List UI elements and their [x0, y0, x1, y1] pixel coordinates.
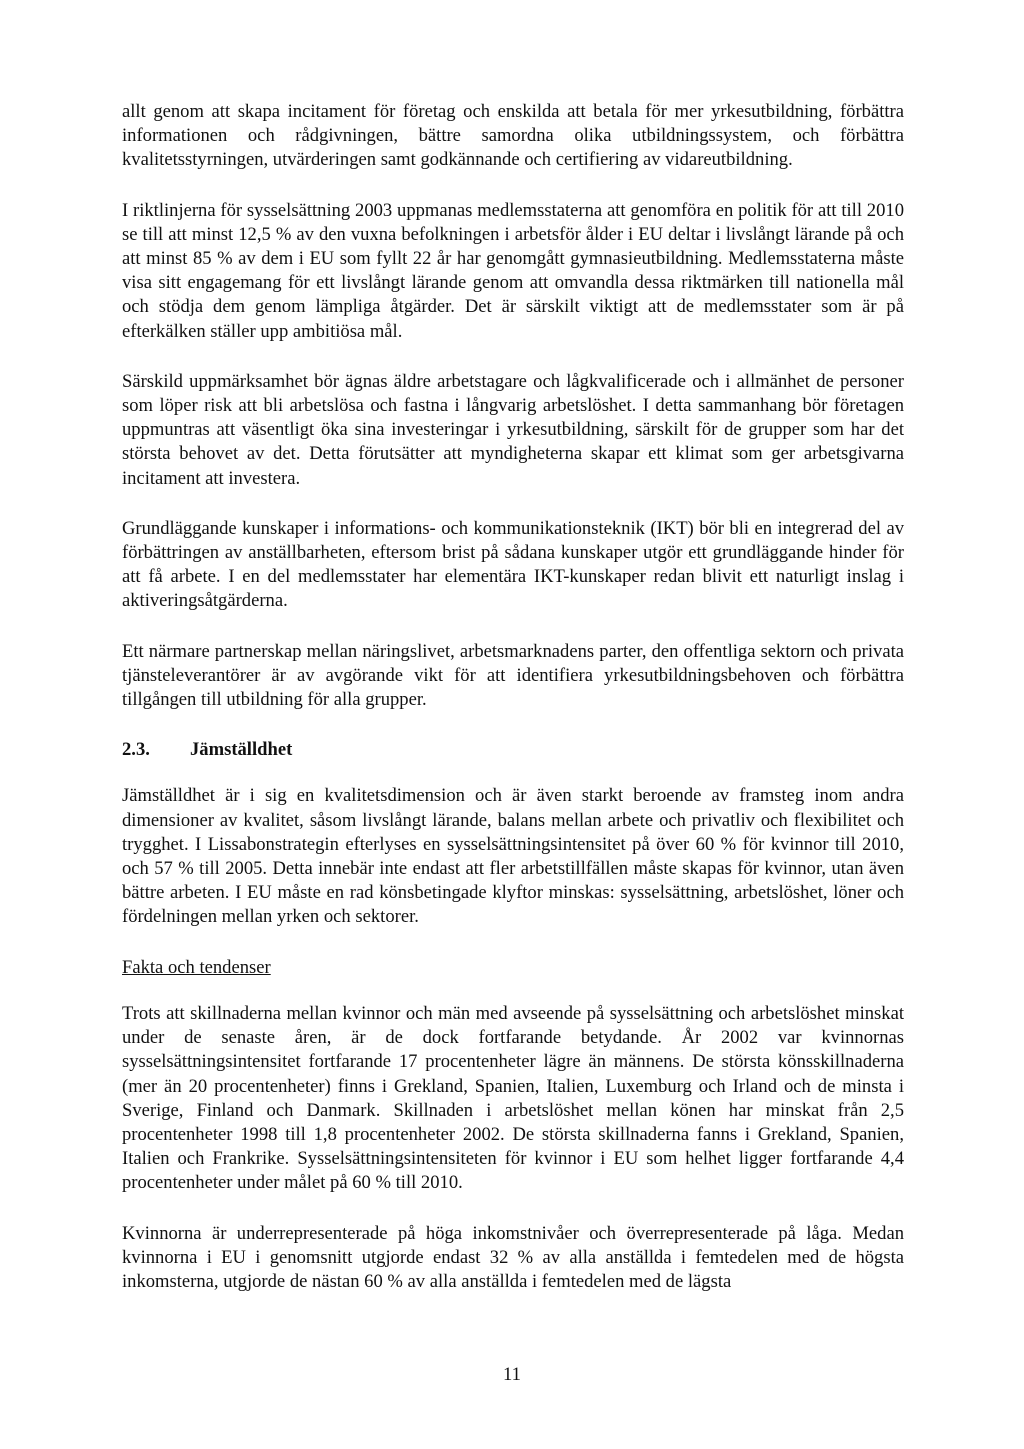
paragraph-older-workers: Särskild uppmärksamhet bör ägnas äldre arbetstagare och lågkvalificerade och i allmänhet de personer som löper risk att bli arbetslösa och fastna i långvarig arbetslöshet. I detta sammanhang bör företagen uppmuntras att väsentligt öka sina investeringar i yrkesutbildning, särskilt för de grupper som har det största behovet av det. Detta förutsätter att myndigheterna skapar ett klimat som ger arbetsgivarna incitament att investera. [122, 370, 904, 489]
paragraph-gender-gaps: Trots att skillnaderna mellan kvinnor och män med avseende på sysselsättning och arbetslöshet minskat under de senaste åren, är de dock fortfarande betydande. År 2002 var kvinnornas sysselsättningsintensitet fortfarande 17 procentenheter lägre än männens. De största könsskillnaderna (mer än 20 procentenheter) finns i Grekland, Spanien, Italien, Luxemburg och Irland och de minsta i Sverige, Finland och Danmark. Skillnaden i arbetslöshet mellan könen har minskat från 2,5 procentenheter 1998 till 1,8 procentenheter 2002. De största skillnaderna fanns i Grekland, Spanien, Italien och Frankrike. Sysselsättningsintensiteten för kvinnor i EU som helhet ligger fortfarande 4,4 procentenheter under målet på 60 % till 2010. [122, 1002, 904, 1194]
paragraph-continuation: allt genom att skapa incitament för företag och enskilda att betala för mer yrkesutbildning, förbättra informationen och rådgivningen, bättre samordna olika utbildningssystem, och förbättra kvalitetsstyrningen, utvärderingen samt godkännande och certifiering av vidareutbildning. [122, 101, 904, 171]
paragraph-gender-equality-intro: Jämställdhet är i sig en kvalitetsdimension och är även starkt beroende av framsteg inom andra dimensioner av kvalitet, såsom livslångt lärande, balans mellan arbete och privatliv och flexibilitet och trygghet. I Lissabonstrategin efterlyses en sysselsättningsintensitet på över 60 % för kvinnor till 2010, och 57 % till 2005. Detta innebär inte endast att fler arbetstillfällen måste skapas för kvinnor, utan även bättre arbeten. I EU måste en rad könsbetingade klyftor minskas: sysselsättning, arbetslöshet, löner och fördelningen mellan yrken och sektorer. [122, 785, 904, 928]
page-number: 11 [503, 1364, 521, 1385]
section-number: 2.3. [122, 739, 150, 761]
paragraph-partnership: Ett närmare partnerskap mellan näringslivet, arbetsmarknadens parter, den offentliga sektorn och privata tjänsteleverantörer är av avgörande vikt för att identifiera yrkesutbildningsbehoven och förbättra tillgången till utbildning för alla grupper. [122, 640, 904, 711]
section-heading [122, 738, 904, 762]
paragraph-lifelong-learning-targets: I riktlinjerna för sysselsättning 2003 uppmanas medlemsstaterna att genomföra en politik för att till 2010 se till att minst 12,5 % av den vuxna befolkningen i arbetsför ålder i EU deltar i livslångt lärande på och att minst 85 % av dem i EU som fyllt 22 år har genomgått gymnasieutbildning. Medlemsstaterna måste visa sitt engagemang för ett livslångt lärande genom att omvandla dessa riktmärken till nationella mål och stödja dem genom lämpliga åtgärder. Det är särskilt viktigt att de medlemsstater som är på efterkälken ställer upp ambitiösa mål. [122, 199, 904, 342]
paragraph-ict-skills: Grundläggande kunskaper i informations- och kommunikationsteknik (IKT) bör bli en integrerad del av förbättringen av anställbarheten, eftersom brist på sådana kunskaper utgör ett grundläggande hinder för att få arbete. I en del medlemsstater har elementära IKT-kunskaper redan blivit ett naturligt inslag i aktiveringsåtgärderna. [122, 517, 904, 612]
document-page [122, 100, 904, 1320]
subsection-heading: Fakta och tendenser [122, 956, 271, 978]
paragraph-income-representation: Kvinnorna är underrepresenterade på höga inkomstnivåer och överrepresenterade på låga. Medan kvinnorna i EU i genomsnitt utgjorde endast 32 % av alla anställda i femtedelen med de högsta inkomsterna, utgjorde de nästan 60 % av alla anställda i femtedelen med de lägsta [122, 1222, 904, 1292]
section-title: Jämställdhet [190, 739, 293, 761]
